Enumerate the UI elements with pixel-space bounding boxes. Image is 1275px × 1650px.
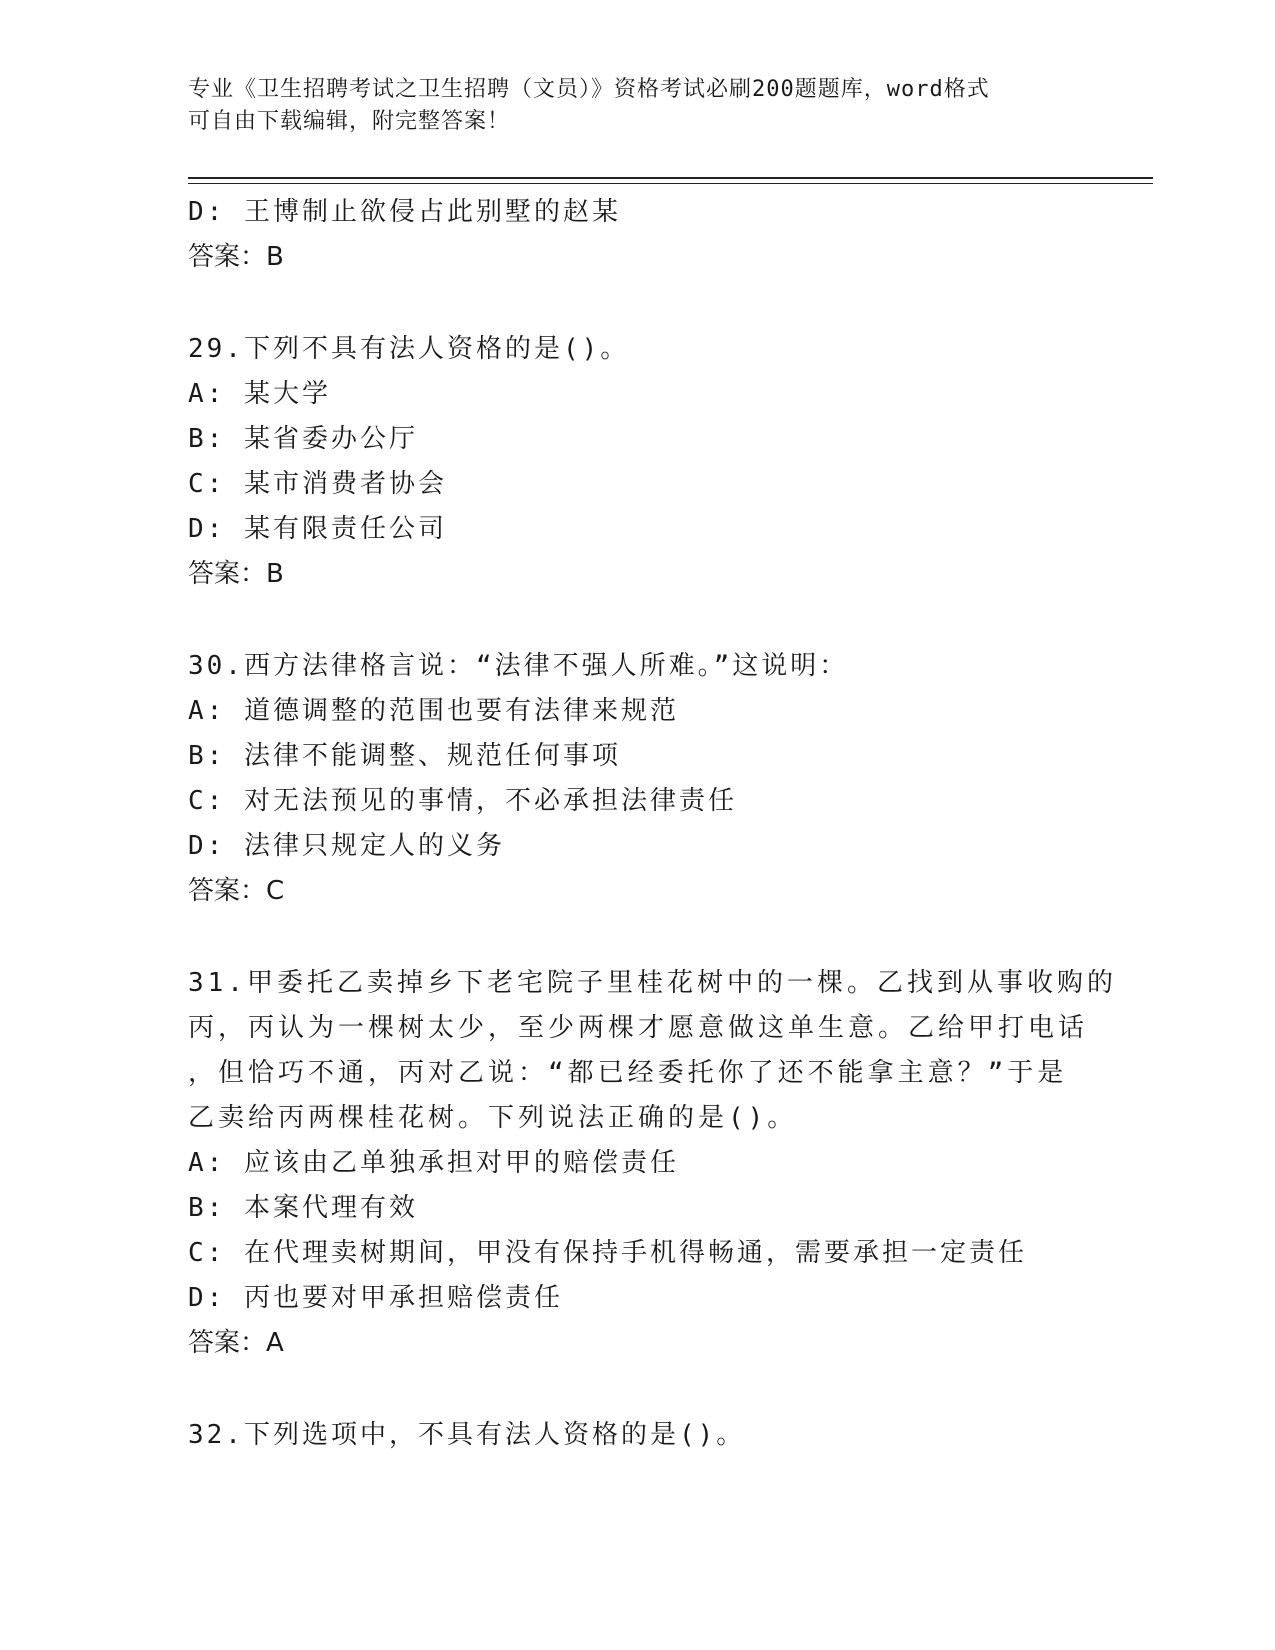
answer-line: 答案：A xyxy=(188,1328,284,1358)
option-d: D: 丙也要对甲承担赔偿责任 xyxy=(188,1283,563,1313)
answer-line: 答案：B xyxy=(188,242,284,272)
answer-line: 答案：C xyxy=(188,876,285,906)
question-stem: 30.西方法律格言说：“法律不强人所难。”这说明： xyxy=(188,651,849,681)
option-a: A: 道德调整的范围也要有法律来规范 xyxy=(188,696,679,726)
question-30 xyxy=(188,644,1108,914)
header-line-2: 可自由下载编辑，附完整答案！ xyxy=(188,109,511,134)
answer-line: 答案：B xyxy=(188,559,284,589)
option-b: B: 本案代理有效 xyxy=(188,1193,418,1223)
option-d: D: 法律只规定人的义务 xyxy=(188,831,505,861)
document-header xyxy=(188,74,1068,138)
option-c: C: 某市消费者协会 xyxy=(188,469,447,499)
question-list xyxy=(188,190,1117,1458)
option-b: B: 某省委办公厅 xyxy=(188,424,418,454)
question-stem-line: 31.甲委托乙卖掉乡下老宅院子里桂花树中的一棵。乙找到从事收购的 xyxy=(188,968,1117,998)
question-31 xyxy=(188,961,1117,1366)
option-a: A: 某大学 xyxy=(188,379,331,409)
question-stem: 32.下列选项中，不具有法人资格的是()。 xyxy=(188,1420,746,1450)
option-b: B: 法律不能调整、规范任何事项 xyxy=(188,741,621,771)
option-c: C: 对无法预见的事情，不必承担法律责任 xyxy=(188,786,737,816)
option-a: A: 应该由乙单独承担对甲的赔偿责任 xyxy=(188,1148,679,1178)
question-stem-line: 乙卖给丙两棵桂花树。下列说法正确的是()。 xyxy=(188,1103,798,1133)
question-stem: 29.下列不具有法人资格的是()。 xyxy=(188,334,630,364)
option-c: C: 在代理卖树期间，甲没有保持手机得畅通，需要承担一定责任 xyxy=(188,1238,1027,1268)
question-29 xyxy=(188,327,1108,597)
previous-question-tail xyxy=(188,190,1108,280)
header-divider-thick xyxy=(188,177,1153,179)
question-32 xyxy=(188,1413,1108,1458)
question-stem-line: 丙，丙认为一棵树太少，至少两棵才愿意做这单生意。乙给甲打电话 xyxy=(188,1013,1089,1043)
header-divider-thin xyxy=(188,183,1153,184)
question-stem xyxy=(188,961,1117,1141)
option-d: D: 某有限责任公司 xyxy=(188,514,447,544)
header-line-1: 专业《卫生招聘考试之卫生招聘（文员）》资格考试必刷200题题库，word格式 xyxy=(188,77,990,102)
question-stem-line: ，但恰巧不通，丙对乙说：“都已经委托你了还不能拿主意？”于是 xyxy=(188,1058,1068,1088)
option-d: D: 王博制止欲侵占此别墅的赵某 xyxy=(188,197,621,227)
